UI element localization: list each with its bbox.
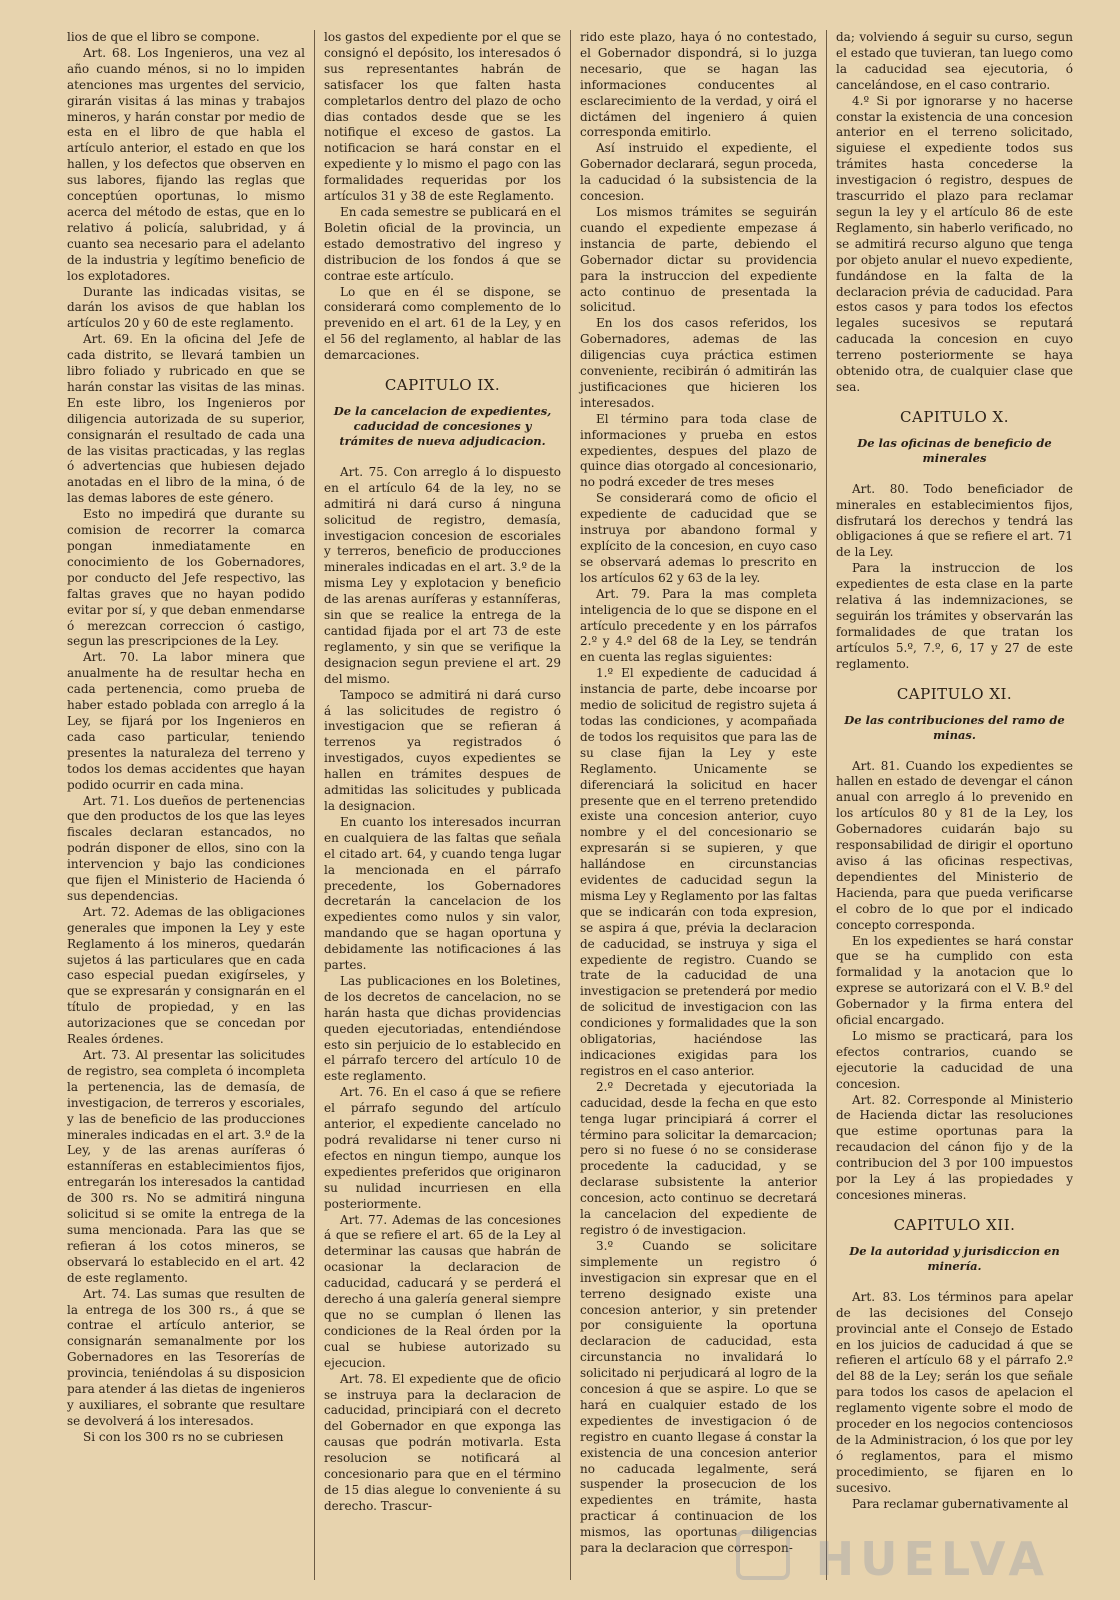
paragraph: En cuanto los interesados incurran en cualquiera de las faltas que señala el citado art. 64, y cuando tenga lugar la mencionada en el párrafo precedente, los Gobernadores decretarán la cancelacion de los expedientes como nulos y sin valor, mandando que se hagan oportuna y debidamente las notificaciones á las partes.: [324, 814, 561, 973]
paragraph: los gastos del expediente por el que se consignó el depósito, los interesados ó sus representantes habrán de satisfacer los que falten hasta completarlos dentro del plazo de ocho dias contados desde que se les notifique el exceso de gastos. La notificacion se hará constar en el expediente y lo mismo el pago con las formalidades requeridas por los artículos 31 y 38 de este Reglamento.: [324, 30, 561, 204]
paragraph: Art. 75. Con arreglo á lo dispuesto en el artículo 64 de la ley, no se admitirá ni dará curso á ninguna solicitud de registro, demasía, investigacion concesion de escoriales y terreros, beneficio de producciones minerales indicadas en el art. 3.º de la misma Ley y explotacion y beneficio de las arenas auríferas y estanníferas, sin que se realice la entrega de la cantidad fijada por el art 73 de este reglamento, y sin que se verifique la designacion segun previene el art. 29 del mismo.: [324, 464, 561, 686]
paragraph: Así instruido el expediente, el Gobernador declarará, segun proceda, la caducidad ó la subsistencia de la concesion.: [580, 141, 817, 204]
paragraph: Durante las indicadas visitas, se darán los avisos de que hablan los artículos 20 y 60 de este reglamento.: [67, 284, 305, 331]
paragraph: Si con los 300 rs no se cubriesen: [83, 1429, 284, 1444]
paragraph: Art. 73. Al presentar las solicitudes de registro, sea completa ó incompleta la pertenencia, las de demasía, de investigacion, de terreros y escoriales, y las de beneficio de las producciones minerales indicadas en el art. 3.º de la Ley, y de las arenas auríferas ó estanníferas en establecimientos fijos, entregarán los interesados la cantidad de 300 rs. No se admitirá ninguna solicitud si se omite la entrega de la suma mencionada. Para las que se refieran á los cotos mineros, se observará lo establecido en el art. 42 de este reglamento.: [67, 1048, 305, 1285]
chapter-subtitle: De la cancelacion de expedientes, caducidad de concesiones y trámites de nueva adjudicacion.: [333, 403, 552, 448]
paragraph: Para la instruccion de los expedientes de esta clase en la parte relativa á las indemnizaciones, se seguirán los trámites y observarán las formalidades de que tratan los artículos 5.º, 7.º, 6, 17 y 27 de este reglamento.: [836, 561, 1073, 671]
paragraph: El término para toda clase de informaciones y prueba en estos expedientes, despues del plazo de quince dias otorgado al concesionario, no podrá exceder de tres meses: [580, 411, 817, 490]
column-4: [826, 30, 1082, 1580]
chapter-subtitle: De la autoridad y jurisdiccion en minería.: [849, 1243, 1060, 1273]
paragraph: Art. 77. Ademas de las concesiones á que se refiere el art. 65 de la Ley al determinar las causas que habrán de ocasionar la declaracion de caducidad, caducará y se perderá el derecho á una galería general siempre que no se cumplan ó llenen las condiciones de la Real órden por la cual se hubiese autorizado su ejecucion.: [324, 1212, 561, 1370]
paragraph: Las publicaciones en los Boletines, de los decretos de cancelacion, no se harán hasta que dichas providencias queden ejecutoriadas, entendiéndose esto sin perjuicio de lo establecido en el párrafo tercero del artículo 10 de este reglamento.: [324, 973, 561, 1084]
paragraph: En los dos casos referidos, los Gobernadores, ademas de las diligencias cuya práctica estimen conveniente, recibirán ó admitirán las justificaciones que hicieren los interesados.: [580, 316, 817, 410]
paragraph: Art. 76. En el caso á que se refiere el párrafo segundo del artículo anterior, el expediente cancelado no podrá revalidarse ni tener curso ni efectos en ningun tiempo, aunque los expedientes preferidos que originaron su nulidad incurriesen en ella posteriormente.: [324, 1085, 561, 1211]
paragraph: En los expedientes se hará constar que se ha cumplido con esta formalidad y la anotacion que lo exprese se autorizará con el V. B.º del Gobernador y la firma entera del oficial encargado.: [836, 933, 1073, 1028]
paragraph: Art. 80. Todo beneficiador de minerales en establecimientos fijos, disfrutará los derechos y tendrá las obligaciones á que se refiere el art. 71 de la Ley.: [836, 481, 1073, 560]
paragraph: Art. 79. Para la mas completa inteligencia de lo que se dispone en el artículo precedente y en los párrafos 2.º y 4.º del 68 de la Ley, se tendrán en cuenta las reglas siguientes:: [580, 586, 817, 665]
column-2: [314, 30, 570, 1580]
paragraph: 4.º Si por ignorarse y no hacerse constar la existencia de una concesion anterior en el terreno solicitado, siguiese el expediente todos sus trámites hasta concederse la investigacion ó registro, despues de trascurrido el plazo para reclamar segun la ley y el artículo 86 de este Reglamento, sin haberlo verificado, no se admitirá recurso alguno que tenga por objeto anular el nuevo expediente, fundándose en la falta de la declaracion prévia de caducidad. Para estos casos y para todos los efectos legales sucesivos se reputará caducada la concesion en cuyo terreno posteriormente se haya obtenido otra, de cualquier clase que sea.: [836, 93, 1073, 394]
chapter-heading: CAPITULO XI.: [896, 684, 1013, 703]
paragraph: Art. 78. El expediente que de oficio se instruya para la declaracion de caducidad, principiará con el decreto del Gobernador en que exponga las causas que podrán motivarla. Esta resolucion se notificará al concesionario para que en el término de 15 dias alegue lo conveniente á su derecho. Trascur-: [324, 1371, 561, 1513]
text-columns: [58, 30, 1082, 1580]
paragraph: Art. 70. La labor minera que anualmente ha de resultar hecha en cada pertenencia, como prueba de haber estado poblada con arreglo á la Ley, se fijará por los Ingenieros en cada caso particular, teniendo presentes la naturaleza del terreno y todos los demas accidentes que hayan podido ocurrir en cada mina.: [67, 650, 305, 792]
paragraph: Art. 72. Ademas de las obligaciones generales que imponen la Ley y este Reglamento á los mineros, quedarán sujetos á las particulares que en cada caso especial puedan exigírseles, y que se expresarán y consignarán en el título de propiedad, y en las autorizaciones que se concedan por Reales órdenes.: [67, 904, 305, 1047]
chapter-subtitle: De las contribuciones del ramo de minas.: [844, 712, 1065, 742]
paragraph: Lo mismo se practicará, para los efectos contrarios, cuando se ejecutorie la caducidad de una concesion.: [836, 1028, 1073, 1091]
paragraph: Art. 71. Los dueños de pertenencias que den productos de los que las leyes fiscales declaran estancados, no podrán disponer de ellos, sino con la intervencion y bajo las condiciones que fijen el Ministerio de Hacienda ó sus dependencias.: [67, 793, 305, 903]
paragraph: Art. 83. Los términos para apelar de las decisiones del Consejo provincial ante el Consejo de Estado en los juicios de caducidad á que se refieren el artículo 68 y el párrafo 2.º del 88 de la Ley; serán los que señale para todos los casos de apelacion el reglamento vigente sobre el modo de proceder en los negocios contenciosos de la Administracion, ó los que por ley ó reglamentos, para el mismo procedimiento, se fijaren en lo sucesivo.: [836, 1289, 1073, 1495]
paragraph: Lo que en él se dispone, se considerará como complemento de lo prevenido en el art. 61 de la Ley, y en el 56 del reglamento, al hablar de las demarcaciones.: [324, 284, 561, 363]
column-1: [58, 30, 314, 1580]
paragraph: 3.º Cuando se solicitare simplemente un registro ó investigacion sin expresar que en el terreno designado existe una concesion anterior, y sin pretender por consiguiente la oportuna declaracion de caducidad, esta circunstancia no invalidará lo solicitado ni perjudicará al logro de la concesion á que se aspire. Lo que se hará en cualquier estado de los expedientes de investigacion ó de registro en cuanto llegase á constar la existencia de una concesion anterior no caducada legalmente, será suspender la prosecucion de los expedientes en trámite, hasta practicar á continuacion de los mismos, las oportunas diligencias para la declaracion que correspon-: [580, 1238, 817, 1556]
archive-logo-icon: [736, 1530, 790, 1580]
paragraph: Art. 68. Los Ingenieros, una vez al año cuando ménos, si no lo impiden atenciones mas urgentes del servicio, girarán visitas á las minas y trabajos mineros, y harán constar por medio de esta en el libro de que habla el artículo anterior, el estado en que los hallen, y los defectos que observen en sus labores, fijando las reglas que conceptúen oportunas, lo mismo acerca del método de estas, que en lo relativo á policía, salubridad, y á cuanto sea necesario para el adelanto de la industria y legítimo beneficio de los explotadores.: [67, 45, 305, 283]
paragraph: rido este plazo, haya ó no contestado, el Gobernador dispondrá, si lo juzga necesario, que se hagan las informaciones conducentes al esclarecimiento de la verdad, y oirá el dictámen del ingeniero á quien corresponda emitirlo.: [580, 30, 817, 140]
paragraph: Para reclamar gubernativamente al: [852, 1496, 1069, 1511]
paragraph: Los mismos trámites se seguirán cuando el expediente empezase á instancia de parte, debiendo el Gobernador dictar su providencia para la instruccion del expediente acto continuo de presentada la solicitud.: [580, 204, 817, 315]
column-3: [570, 30, 826, 1580]
archive-watermark: HUELVA: [815, 1532, 1050, 1586]
chapter-heading: CAPITULO X.: [900, 407, 1009, 426]
paragraph: lios de que el libro se compone.: [67, 30, 260, 44]
paragraph: Tampoco se admitirá ni dará curso á las solicitudes de registro ó investigacion que se refieran á terrenos ya registrados ó investigados, cuyos expedientes se hallen en trámites despues de admitidas las solicitudes y publicada la designacion.: [324, 687, 561, 813]
paragraph: 1.º El expediente de caducidad á instancia de parte, debe incoarse por medio de solicitud de registro sujeta á todas las condiciones, y acompañada de todos los requisitos que para las de su clase fijan la Ley y este Reglamento. Unicamente se diferenciará la solicitud en hacer presente que en el terreno pretendido existe una concesion anterior, cuyo nombre y el del concesionario se expresarán si se supieren, y que hallándose en circunstancias evidentes de caducidad segun la misma Ley y Reglamento por las faltas que se indicarán con toda expresion, se aspira á que, prévia la declaracion de caducidad, se instruya y siga el expediente de registro. Cuando se trate de la caducidad de una investigacion se pretenderá por medio de solicitud de investigacion con las condiciones y formalidades que la son obligatorias, haciéndose las indicaciones exigidas para los registros en el caso anterior.: [580, 666, 817, 1078]
chapter-heading: CAPITULO IX.: [384, 376, 501, 395]
chapter-subtitle: De las oficinas de beneficio de minerales: [857, 435, 1052, 465]
paragraph: Art. 81. Cuando los expedientes se hallen en estado de devengar el cánon anual con arreglo á lo prevenido en los artículos 80 y 81 de la Ley, los Gobernadores cuidarán bajo su responsabilidad de dirigir el oportuno aviso á las oficinas respectivas, dependientes del Ministerio de Hacienda, para que pueda verificarse el cobro de lo que por el indicado concepto corresponda.: [836, 758, 1073, 932]
paragraph: Art. 69. En la oficina del Jefe de cada distrito, se llevará tambien un libro foliado y rubricado en que se harán constar las visitas de las minas. En este libro, los Ingenieros por diligencia autorizada de su superior, consignarán el resultado de cada una de las visitas practicadas, y las reglas ó advertencias que hubiesen dejado anotadas en el libro de la mina, ó de las demas labores de este género.: [67, 332, 305, 506]
paragraph: Se considerará como de oficio el expediente de caducidad que se instruya por abandono formal y explícito de la concesion, en cuyo caso se observará ademas lo prescrito en los artículos 62 y 63 de la ley.: [580, 491, 817, 585]
paragraph: Art. 82. Corresponde al Ministerio de Hacienda dictar las resoluciones que estime oportunas para la recaudacion del cánon fijo y de la contribucion del 3 por 100 impuestos por la Ley á las propiedades y concesiones mineras.: [836, 1092, 1073, 1202]
chapter-heading: CAPITULO XII.: [893, 1215, 1016, 1234]
paragraph: 2.º Decretada y ejecutoriada la caducidad, desde la fecha en que esto tenga lugar principiará á correr el término para solicitar la demarcacion; pero si no fuese ó no se considerase procedente la caducidad, y se declarase subsistente la anterior concesion, acto continuo se decretará la cancelacion del expediente de registro ó de investigacion.: [580, 1079, 817, 1237]
paragraph: Art. 74. Las sumas que resulten de la entrega de los 300 rs., á que se contrae el artículo anterior, se consignarán semanalmente por los Gobernadores en las Tesorerías de provincia, teniéndolas á su disposicion para atender á las dietas de ingenieros y auxiliares, el sobrante que resultare se devolverá á los interesados.: [67, 1286, 305, 1428]
paragraph: da; volviendo á seguir su curso, segun el estado que tuvieran, tan luego como la caducidad sea ejecutoria, ó cancelándose, en el caso contrario.: [836, 30, 1074, 92]
paragraph: En cada semestre se publicará en el Boletin oficial de la provincia, un estado demostrativo del ingreso y distribucion de los fondos á que se contrae este artículo.: [324, 204, 561, 283]
paragraph: Esto no impedirá que durante su comision de recorrer la comarca pongan inmediatamente en conocimiento de los Gobernadores, por conducto del Jefe respectivo, las faltas graves que no hayan podido evitar por sí, y que deban enmendarse ó merezcan correccion ó castigo, segun las prescripciones de la Ley.: [67, 507, 305, 649]
